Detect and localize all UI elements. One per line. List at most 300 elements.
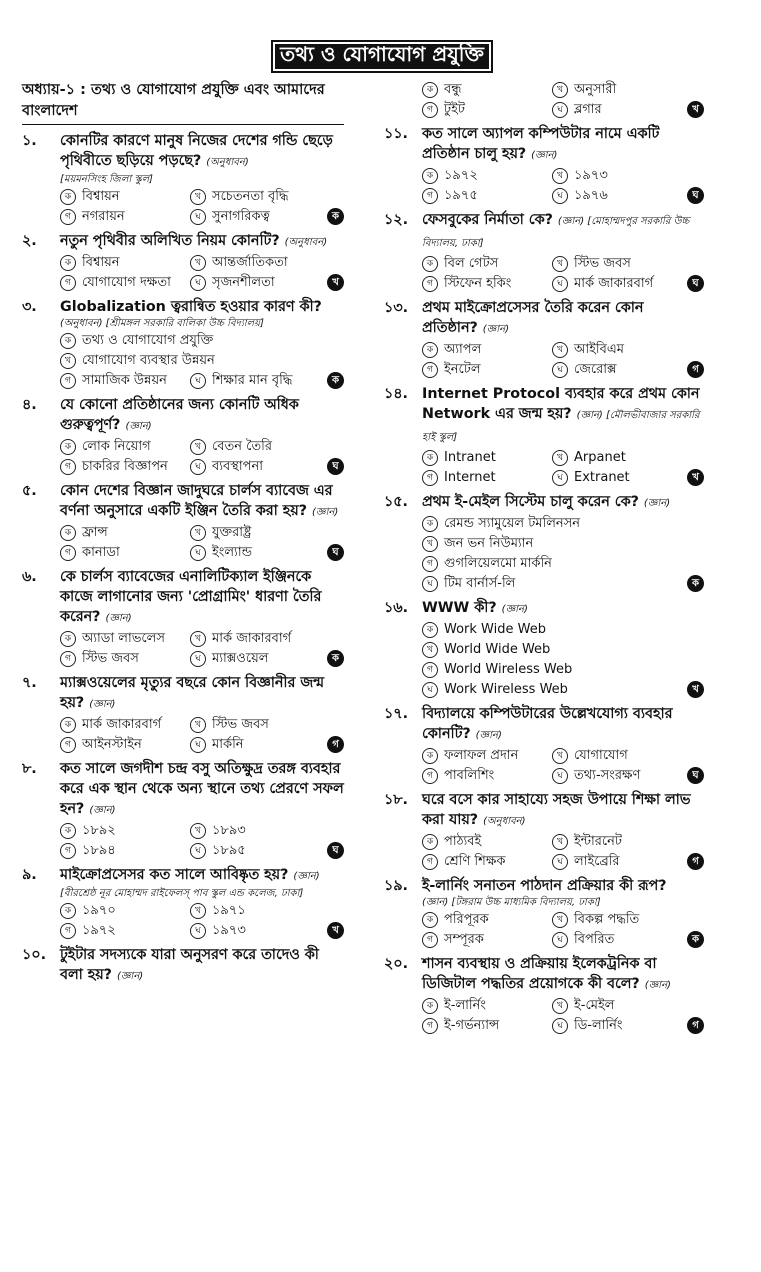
option-row [60, 331, 344, 351]
option-text: আন্তর্জাতিকতা [212, 255, 288, 270]
option-row [60, 901, 344, 921]
option[interactable] [422, 996, 552, 1016]
answer-badge: গ [687, 853, 704, 870]
options [22, 821, 344, 861]
option-text: বিশ্বায়ন [82, 189, 120, 204]
option[interactable] [422, 554, 704, 574]
option[interactable] [552, 100, 682, 120]
option[interactable] [552, 448, 682, 468]
options [22, 901, 344, 941]
question-text: কে চার্লস ব্যাবেজের এনালিটিক্যাল ইঞ্জিনকে কাজে লাগানোর জন্য 'প্রোগ্রামিং' ধারণা তৈরি করেন? (জ্ঞান) [60, 569, 322, 625]
option-label-circle: গ [422, 102, 438, 118]
option-label-circle: ঘ [190, 373, 206, 389]
question-item [22, 297, 344, 395]
question-number: ৬. [22, 569, 37, 585]
options [22, 253, 344, 293]
option-row [422, 274, 704, 294]
option-text: ই-গর্ভন্যান্স [444, 1018, 500, 1033]
option-row [60, 921, 344, 941]
option-label-circle: গ [422, 556, 438, 572]
option-row [422, 448, 704, 468]
option[interactable] [190, 735, 320, 755]
option-text: Arpanet [574, 450, 626, 465]
option-text: কানাডা [82, 545, 120, 560]
option-text: সামাজিক উন্নয়ন [82, 373, 167, 388]
option[interactable] [552, 996, 682, 1016]
option[interactable] [60, 457, 190, 477]
answer-badge: গ [687, 1017, 704, 1034]
question-text: বিদ্যালয়ে কম্পিউটারের উল্লেখযোগ্য ব্যবহার কোনটি? (জ্ঞান) [422, 706, 673, 742]
option-text: ই-মেইল [574, 998, 615, 1013]
option[interactable] [422, 746, 552, 766]
question-number: ১৯. [384, 878, 408, 894]
option-label-circle: ঘ [552, 768, 568, 784]
option[interactable] [190, 921, 320, 941]
option[interactable] [190, 629, 320, 649]
option[interactable] [422, 534, 704, 554]
option[interactable] [190, 371, 320, 391]
answer-badge: ঘ [687, 275, 704, 292]
option-label-circle: ক [60, 189, 76, 205]
option-row [60, 649, 344, 669]
option[interactable] [190, 901, 320, 921]
right-column [384, 80, 704, 1040]
option-text: পাঠ্যবই [444, 834, 482, 849]
option-label-circle: খ [552, 998, 568, 1014]
question-item [22, 395, 344, 481]
option[interactable] [422, 100, 552, 120]
option-text: ১৯৭২ [82, 923, 116, 938]
option-text: ১৯৭০ [82, 903, 116, 918]
question-number: ১৭. [384, 706, 409, 722]
option-label-circle: খ [190, 717, 206, 733]
option[interactable] [422, 640, 704, 660]
option-text: ফ্রান্স [82, 525, 108, 540]
option[interactable] [552, 468, 682, 488]
question-number: ১০. [22, 947, 47, 963]
question-text: টুইটার সদস্যকে যারা অনুসরণ করে তাদেও কী বলা হয়? (জ্ঞান) [60, 947, 319, 983]
option[interactable] [422, 930, 552, 950]
option-text: সচেতনতা বৃদ্ধি [212, 189, 289, 204]
option[interactable] [552, 832, 682, 852]
option[interactable] [190, 841, 320, 861]
option-label-circle: খ [422, 536, 438, 552]
option-label-circle: গ [422, 932, 438, 948]
option-text: যুক্তরাষ্ট্র [212, 525, 252, 540]
option-text: ব্লগার [574, 102, 602, 117]
question-text-row [384, 598, 704, 620]
question-number: ৩. [22, 299, 37, 315]
question-number: ৮. [22, 761, 37, 777]
option[interactable] [422, 274, 552, 294]
option-label-circle: ক [60, 255, 76, 271]
answer-badge: ক [327, 372, 344, 389]
question-item [384, 704, 704, 790]
option[interactable] [422, 254, 552, 274]
question-text-row [384, 876, 704, 896]
question-item [384, 384, 704, 492]
question-list-right [384, 80, 704, 1040]
option-label-circle: গ [60, 843, 76, 859]
question-text: Globalization ত্বরান্বিত হওয়ার কারণ কী? [60, 299, 322, 315]
option[interactable] [190, 207, 320, 227]
option-text: স্টিভ জবস [82, 651, 139, 666]
option[interactable] [60, 253, 190, 273]
option-text: ই-লার্নিং [444, 998, 486, 1013]
option-label-circle: ক [60, 823, 76, 839]
option-label-circle: ঘ [190, 275, 206, 291]
option[interactable] [190, 437, 320, 457]
option[interactable] [60, 629, 190, 649]
question-text: Internet Protocol ব্যবহার করে প্রথম কোন Network এর জন্ম হয়? (জ্ঞান) [মৌলভীবাজার সরকারি হাই স্কুল] [422, 386, 700, 443]
option[interactable] [552, 746, 682, 766]
option-text: ডি-লার্নিং [574, 1018, 623, 1033]
option-label-circle: খ [190, 903, 206, 919]
question-tag: (জ্ঞান) [482, 324, 510, 335]
option[interactable] [60, 821, 190, 841]
option[interactable] [422, 360, 552, 380]
option[interactable] [552, 80, 682, 100]
question-source: (অনুধাবন) [শ্রীমঙ্গল সরকারি বালিকা উচ্চ বিদ্যালয়] [60, 318, 264, 329]
option-text: টিম বার্নার্স-লি [444, 576, 516, 591]
option[interactable] [60, 187, 190, 207]
option-label-circle: ক [60, 631, 76, 647]
option-text: Work Wide Web [444, 622, 546, 637]
option-text: সুনাগরিকত্ব [212, 209, 270, 224]
option[interactable] [190, 253, 320, 273]
options [384, 832, 704, 872]
option-row [60, 715, 344, 735]
option-label-circle: খ [552, 342, 568, 358]
option-row [422, 766, 704, 786]
option-row [422, 1016, 704, 1036]
option[interactable] [60, 841, 190, 861]
question-item [22, 231, 344, 297]
question-text-row [384, 384, 704, 448]
options [22, 523, 344, 563]
option[interactable] [60, 331, 344, 351]
answer-badge: ঘ [327, 544, 344, 561]
option-text: ১৯৭৩ [212, 923, 246, 938]
question-text: মাইক্রোপ্রসেসর কত সালে আবিষ্কৃত হয়? (জ্ঞান) [60, 867, 320, 883]
option[interactable] [190, 821, 320, 841]
option-label-circle: ঘ [552, 276, 568, 292]
question-tag: (জ্ঞান) [643, 498, 671, 509]
option-label-circle: ক [422, 82, 438, 98]
option-label-circle: ঘ [552, 932, 568, 948]
option-row [60, 273, 344, 293]
option-text: রেমন্ড স্যামুয়েল টমলিনসন [444, 516, 581, 531]
option-text: স্টিভ জবস [212, 717, 269, 732]
option-label-circle: ঘ [552, 188, 568, 204]
question-tag: (জ্ঞান) [মোহাম্মদপুর সরকারি উচ্চ বিদ্যালয়, ঢাকা] [422, 216, 690, 249]
option-text: সম্পূরক [444, 932, 484, 947]
option-row [422, 80, 704, 100]
spacer [384, 1036, 704, 1040]
option-text: বিপরিত [574, 932, 615, 947]
answer-badge: ক [327, 208, 344, 225]
option[interactable] [552, 766, 682, 786]
option-text: ব্যবস্থাপনা [212, 459, 263, 474]
option-label-circle: গ [60, 209, 76, 225]
option-text: ইন্টারনেট [574, 834, 622, 849]
question-item [384, 598, 704, 704]
option-text: শ্রেণি শিক্ষক [444, 854, 506, 869]
question-text: কোনটির কারণে মানুষ নিজের দেশের গন্ডি ছেড়ে পৃথিবীতে ছড়িয়ে পড়ছে? (অনুধাবন) [60, 133, 333, 169]
option-label-circle: গ [422, 276, 438, 292]
option[interactable] [422, 514, 704, 534]
option-label-circle: ঘ [422, 682, 438, 698]
option-row [60, 351, 344, 371]
options [22, 437, 344, 477]
option[interactable] [190, 273, 320, 293]
option[interactable] [190, 523, 320, 543]
option-row [422, 930, 704, 950]
question-text-row [22, 395, 344, 437]
question-list-left [22, 131, 344, 991]
option-label-circle: খ [190, 823, 206, 839]
option[interactable] [422, 1016, 552, 1036]
question-text: কত সালে অ্যাপল কম্পিউটার নামে একটি প্রতিষ্ঠান চালু হয়? (জ্ঞান) [422, 126, 660, 162]
options [22, 187, 344, 227]
question-item [384, 954, 704, 1040]
question-item [384, 210, 704, 298]
option-text: মার্ক জাকারবার্গ [574, 276, 654, 291]
option[interactable] [190, 649, 320, 669]
option[interactable] [552, 852, 682, 872]
options [384, 620, 704, 700]
question-tag: (জ্ঞান) [475, 730, 502, 741]
option[interactable] [422, 186, 552, 206]
option-label-circle: গ [60, 459, 76, 475]
option-text: বন্ধু [444, 82, 462, 97]
option-row [60, 437, 344, 457]
question-text-row [384, 210, 704, 254]
option-text: ১৯৭৬ [574, 188, 608, 203]
options [384, 448, 704, 488]
option[interactable] [552, 166, 682, 186]
question-text-row [384, 298, 704, 340]
option-text: ১৮৯৪ [82, 843, 116, 858]
option-text: বেতন তৈরি [212, 439, 273, 454]
question-tag: (জ্ঞান) [মৌলভীবাজার সরকারি হাই স্কুল] [422, 410, 700, 443]
option[interactable] [552, 1016, 682, 1036]
option[interactable] [422, 340, 552, 360]
options [384, 166, 704, 206]
option-label-circle: গ [60, 373, 76, 389]
option[interactable] [60, 901, 190, 921]
option[interactable] [60, 371, 190, 391]
chapter-heading: অধ্যায়-১ : তথ্য ও যোগাযোগ প্রযুক্তি এবং আমাদের বাংলাদেশ [22, 80, 344, 125]
question-number: ৪. [22, 397, 37, 413]
option-label-circle: ক [422, 168, 438, 184]
answer-badge: খ [327, 922, 344, 939]
option-text: ১৮৯৩ [212, 823, 246, 838]
option[interactable] [60, 921, 190, 941]
option-label-circle: খ [552, 168, 568, 184]
option-label-circle: গ [422, 188, 438, 204]
option-text: সৃজনশীলতা [212, 275, 275, 290]
option-label-circle: গ [60, 651, 76, 667]
option-text: ১৯৭২ [444, 168, 478, 183]
option-row [60, 187, 344, 207]
option-label-circle: খ [190, 631, 206, 647]
option[interactable] [60, 543, 190, 563]
option-row [60, 735, 344, 755]
option[interactable] [552, 360, 682, 380]
option-text: জেরোক্স [574, 362, 617, 377]
option[interactable] [422, 80, 552, 100]
option[interactable] [422, 660, 704, 680]
options [384, 340, 704, 380]
option[interactable] [552, 186, 682, 206]
option-label-circle: ঘ [552, 362, 568, 378]
option-row [60, 457, 344, 477]
options [384, 746, 704, 786]
option[interactable] [60, 649, 190, 669]
option-label-circle: গ [422, 1018, 438, 1034]
answer-badge: ঘ [327, 458, 344, 475]
option-label-circle: খ [190, 439, 206, 455]
question-tag: (জ্ঞান) [501, 604, 528, 615]
question-item [22, 567, 344, 673]
question-tag: (জ্ঞান) [89, 699, 116, 710]
option-row [60, 253, 344, 273]
option-row [422, 660, 704, 680]
option-label-circle: খ [552, 748, 568, 764]
question-number: ৭. [22, 675, 37, 691]
question-text-row [22, 673, 344, 715]
option[interactable] [422, 620, 704, 640]
option-label-circle: ক [422, 748, 438, 764]
option-label-circle: ঘ [190, 209, 206, 225]
option[interactable] [422, 448, 552, 468]
question-tag: (অনুধাবন) [483, 816, 526, 827]
question-number: ১৩. [384, 300, 409, 316]
question-item [22, 759, 344, 865]
option[interactable] [422, 166, 552, 186]
option[interactable] [60, 273, 190, 293]
option-row [422, 100, 704, 120]
option-text: ১৮৯৫ [212, 843, 246, 858]
options [384, 254, 704, 294]
option[interactable] [422, 680, 704, 700]
question-number: ১৪. [384, 386, 408, 402]
option-label-circle: ঘ [190, 923, 206, 939]
option-text: জন ভন নিউম্যান [444, 536, 534, 551]
option[interactable] [552, 340, 682, 360]
option-label-circle: খ [552, 82, 568, 98]
option[interactable] [60, 351, 344, 371]
answer-badge: গ [687, 361, 704, 378]
question-tag: (অনুধাবন) [284, 237, 328, 248]
answer-badge: ঘ [687, 187, 704, 204]
option[interactable] [190, 187, 320, 207]
answer-badge: খ [687, 469, 704, 486]
option-text: তথ্য-সংরক্ষণ [574, 768, 641, 783]
question-text: WWW কী? (জ্ঞান) [422, 600, 528, 616]
option-label-circle: ঘ [190, 737, 206, 753]
left-column [22, 80, 344, 991]
option[interactable] [552, 254, 682, 274]
option-row [422, 340, 704, 360]
option[interactable] [422, 468, 552, 488]
option[interactable] [422, 852, 552, 872]
option[interactable] [60, 715, 190, 735]
option-row [422, 468, 704, 488]
question-text: ঘরে বসে কার সাহায্যে সহজ উপায়ে শিক্ষা লাভ করা যায়? (অনুধাবন) [422, 792, 691, 828]
question-item [22, 131, 344, 231]
option-row [422, 360, 704, 380]
option-text: পরিপূরক [444, 912, 489, 927]
question-number: ১২. [384, 212, 409, 228]
option-row [422, 514, 704, 534]
option[interactable] [190, 457, 320, 477]
question-tag: (জ্ঞান) [644, 980, 671, 991]
option-label-circle: খ [552, 834, 568, 850]
option-text: আইবিএম [574, 342, 624, 357]
question-text: প্রথম মাইক্রোপ্রসেসর তৈরি করেন কোন প্রতিষ্ঠান? (জ্ঞান) [422, 300, 644, 336]
question-text-row [384, 790, 704, 832]
option-text: বিকল্প পদ্ধতি [574, 912, 640, 927]
option[interactable] [422, 574, 704, 594]
option-text: নগরায়ন [82, 209, 125, 224]
option-row [422, 166, 704, 186]
option-label-circle: গ [60, 923, 76, 939]
option-label-circle: গ [422, 768, 438, 784]
question-tag: (জ্ঞান) [89, 805, 116, 816]
option-row [60, 207, 344, 227]
option[interactable] [190, 715, 320, 735]
option-label-circle: ক [422, 342, 438, 358]
option[interactable] [422, 766, 552, 786]
option-label-circle: ক [422, 912, 438, 928]
option-label-circle: ক [60, 717, 76, 733]
option-row [422, 534, 704, 554]
option-label-circle: গ [60, 737, 76, 753]
option-label-circle: খ [552, 450, 568, 466]
question-item [22, 865, 344, 945]
option[interactable] [60, 207, 190, 227]
option-label-circle: খ [190, 189, 206, 205]
option[interactable] [60, 735, 190, 755]
spacer [22, 987, 344, 991]
answer-badge: ক [687, 931, 704, 948]
option[interactable] [552, 274, 682, 294]
option[interactable] [422, 832, 552, 852]
answer-badge: ঘ [327, 842, 344, 859]
option-text: শিক্ষার মান বৃদ্ধি [212, 373, 293, 388]
option-label-circle: খ [190, 255, 206, 271]
answer-badge: গ [327, 736, 344, 753]
answer-badge: ঘ [687, 767, 704, 784]
option-text: Extranet [574, 470, 630, 485]
question-text: ম্যাক্সওয়েলের মৃত্যুর বছরে কোন বিজ্ঞানীর জন্ম হয়? (জ্ঞান) [60, 675, 324, 711]
option[interactable] [190, 543, 320, 563]
option-label-circle: ঘ [422, 576, 438, 592]
option-row [422, 186, 704, 206]
options [384, 80, 704, 120]
option[interactable] [60, 437, 190, 457]
option[interactable] [60, 523, 190, 543]
option-label-circle: ঘ [190, 651, 206, 667]
option[interactable] [552, 930, 682, 950]
option[interactable] [422, 910, 552, 930]
option-row [422, 852, 704, 872]
option[interactable] [552, 910, 682, 930]
option-label-circle: গ [60, 275, 76, 291]
option-text: ইনটেল [444, 362, 481, 377]
